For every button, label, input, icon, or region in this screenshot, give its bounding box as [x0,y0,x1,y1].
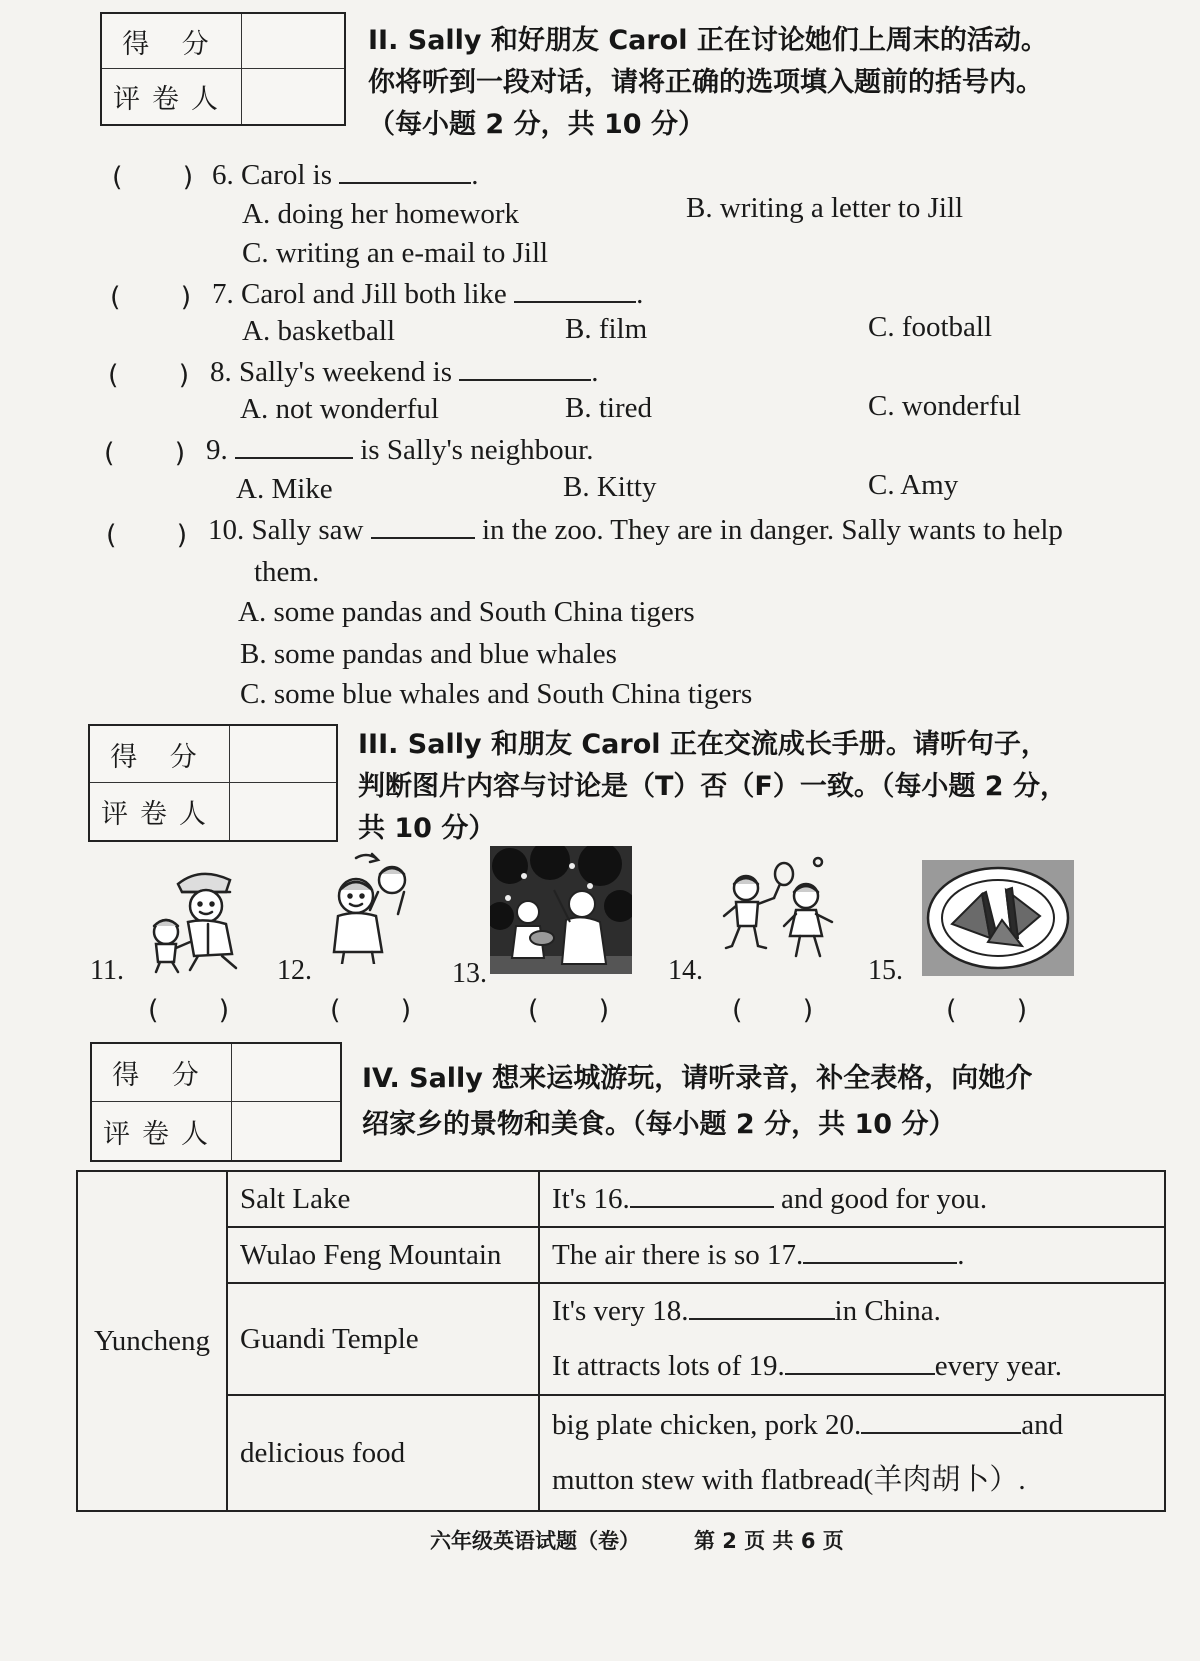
description-text: and good for you. [780,1183,988,1215]
score-label: 得 分 [90,726,230,783]
option-b: B. tired [565,392,652,424]
question-stem: Sally saw [251,514,364,546]
answer-paren-q9[interactable]: ( ) [104,438,186,469]
answer-paren-14[interactable]: ( ) [732,995,814,1026]
question-stem: Sally's weekend is [239,356,453,388]
picture-number-13: 13. [452,958,487,989]
option-a: A. Mike [236,473,333,505]
description-text: every year. [934,1350,1062,1382]
picture-number-12: 12. [277,955,312,986]
description-line [552,1339,1152,1394]
description-line: mutton stew with flatbread(羊肉胡卜）. [552,1464,1026,1496]
police-officer-helping-child-icon [138,862,258,974]
answer-blank-19[interactable] [785,1349,935,1375]
score-label: 得 分 [92,1044,232,1102]
yuncheng-info-table [76,1170,1166,1512]
option-a: A. basketball [242,315,396,347]
answer-blank-18[interactable] [689,1294,835,1320]
description-text: and [1021,1409,1064,1441]
instruction-line: 判断图片内容与讨论是（T）否（F）一致。（每小题 2 分， [358,771,1067,802]
section4-instructions [362,1056,1032,1148]
description-line [552,1398,1152,1453]
description-text: in China. [834,1295,941,1327]
footer-page-info: 第 2 页 共 6 页 [694,1529,844,1553]
question-number: 7. [212,278,234,310]
description-text: . [957,1239,965,1271]
grader-value-field[interactable] [242,69,344,124]
answer-blank[interactable] [514,277,636,303]
plate-of-sandwiches-icon [922,860,1074,976]
children-playing-badminton-icon [718,852,842,962]
grader-label: 评卷人 [90,783,230,840]
description-text: big plate chicken, pork 20. [552,1409,862,1441]
answer-blank-20[interactable] [861,1408,1021,1434]
answer-paren-q7[interactable]: ( ) [110,282,192,313]
instruction-line: 绍家乡的景物和美食。（每小题 2 分，共 10 分） [362,1109,956,1140]
question-stem-continued: them. [254,556,320,588]
answer-paren-13[interactable]: ( ) [528,995,610,1026]
question-number: 8. [210,356,232,388]
grader-value-field[interactable] [230,783,336,840]
option-b: B. writing a letter to Jill [686,192,964,224]
instruction-line: （每小题 2 分，共 10 分） [368,109,705,140]
grandma-and-girl-picking-fruit-icon [490,846,632,974]
option-c: C. Amy [868,469,959,501]
question-6 [212,158,479,192]
option-c: C. writing an e-mail to Jill [242,237,549,269]
option-b: B. Kitty [563,471,657,503]
score-box-section3 [88,724,338,842]
option-b: B. film [565,313,648,345]
option-c: C. some blue whales and South China tigers [240,678,753,710]
option-c: C. football [868,311,993,343]
question-number: 10. [208,514,245,546]
score-box-section4 [90,1042,342,1162]
section3-instructions [358,724,1067,850]
option-a: A. not wonderful [240,393,439,425]
section2-instructions [368,20,1048,146]
description-cell [539,1395,1165,1511]
question-number: 6. [212,159,234,191]
instruction-line: IV. Sally 想来运城游玩，请听录音，补全表格，向她介 [362,1063,1033,1094]
answer-blank-16[interactable] [630,1182,774,1208]
answer-blank-17[interactable] [803,1238,957,1264]
answer-blank[interactable] [339,158,471,184]
question-stem-end: . [636,278,644,310]
instruction-line: 共 10 分） [358,813,496,844]
description-text: It's very 18. [552,1295,689,1327]
answer-blank[interactable] [459,355,591,381]
answer-paren-15[interactable]: ( ) [946,995,1028,1026]
answer-blank[interactable] [235,433,353,459]
description-text: The air there is so 17. [552,1239,804,1271]
score-value-field[interactable] [230,726,336,783]
answer-paren-q10[interactable]: ( ) [106,520,188,551]
answer-blank[interactable] [371,513,475,539]
question-8 [210,355,599,389]
picture-number-14: 14. [668,955,703,986]
question-stem-end: in the zoo. They are in danger. Sally wants to help [481,514,1063,546]
question-stem-end: . [471,159,479,191]
child-on-shoulders-icon [326,852,418,964]
option-c: C. wonderful [868,390,1022,422]
score-value-field[interactable] [242,14,344,69]
question-stem-end: . [591,356,599,388]
description-cell [539,1283,1165,1395]
place-cell: Wulao Feng Mountain [227,1227,539,1283]
description-text: It's 16. [552,1183,630,1215]
city-cell: Yuncheng [77,1171,227,1511]
description-cell [539,1227,1165,1283]
grader-label: 评卷人 [92,1102,232,1160]
picture-number-15: 15. [868,955,903,986]
place-cell: delicious food [227,1395,539,1511]
grader-label: 评卷人 [102,69,242,124]
description-text: It attracts lots of 19. [552,1350,785,1382]
question-number: 9. [206,434,228,466]
question-stem-end: is Sally's neighbour. [360,434,594,466]
question-stem: Carol is [241,159,333,191]
footer-paper-title: 六年级英语试题（卷） [430,1529,640,1553]
description-cell [539,1171,1165,1227]
question-7 [212,277,643,311]
score-label: 得 分 [102,14,242,69]
description-line [552,1284,1152,1339]
score-value-field[interactable] [232,1044,340,1102]
picture-number-11: 11. [90,955,124,986]
answer-paren-q8[interactable]: ( ) [108,360,190,391]
answer-paren-11[interactable]: ( ) [148,995,230,1026]
option-a: A. some pandas and South China tigers [238,596,695,628]
answer-paren-12[interactable]: ( ) [330,995,412,1026]
place-cell: Guandi Temple [227,1283,539,1395]
place-cell: Salt Lake [227,1171,539,1227]
instruction-line: II. Sally 和好朋友 Carol 正在讨论她们上周末的活动。 [368,25,1048,56]
question-9 [206,433,593,467]
score-box-section2 [100,12,346,126]
instruction-line: 你将听到一段对话，请将正确的选项填入题前的括号内。 [368,67,1043,98]
question-10 [208,513,1063,547]
grader-value-field[interactable] [232,1102,340,1160]
option-a: A. doing her homework [242,198,520,230]
instruction-line: III. Sally 和朋友 Carol 正在交流成长手册。请听句子， [358,729,1048,760]
question-stem: Carol and Jill both like [241,278,507,310]
answer-paren-q6[interactable]: ( ) [112,162,194,193]
option-b: B. some pandas and blue whales [240,638,617,670]
